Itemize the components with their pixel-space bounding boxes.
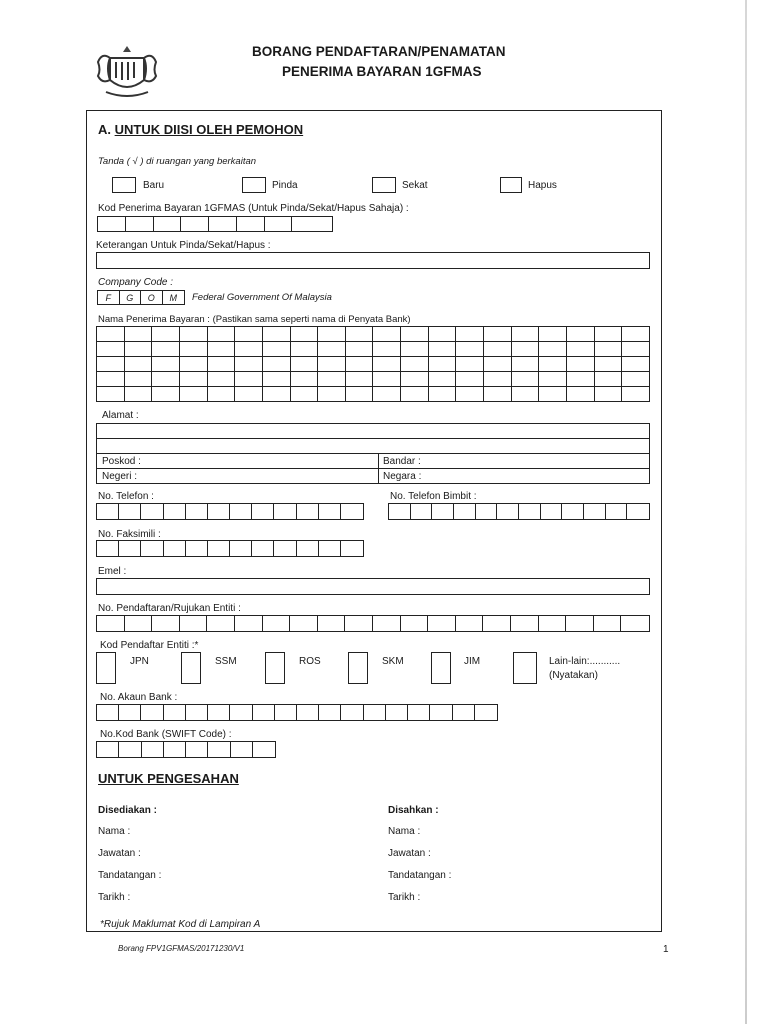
kod-pendaftar-label: Kod Pendaftar Entiti :* [100, 640, 199, 651]
emel-label: Emel : [98, 566, 127, 577]
alamat-line3[interactable] [96, 453, 650, 469]
akaun-cells[interactable] [96, 704, 498, 721]
alamat-label: Alamat : [102, 410, 139, 421]
checkbox-lain-lain[interactable] [513, 652, 537, 684]
telefon-bimbit-label: No. Telefon Bimbit : [390, 491, 477, 502]
negara-label: Negara : [383, 471, 422, 482]
alamat-line4[interactable] [96, 468, 650, 484]
tarikh-left-label: Tarikh : [98, 892, 131, 903]
tandatangan-left-label: Tandatangan : [98, 870, 162, 881]
pendaftaran-cells[interactable] [96, 615, 650, 632]
company-code-letter: O [141, 291, 163, 304]
page-number: 1 [663, 944, 669, 955]
nama-left-label: Nama : [98, 826, 131, 837]
kod-penerima-label: Kod Penerima Bayaran 1GFMAS (Untuk Pinda/Sekat/Hapus Sahaja) : [98, 203, 409, 214]
swift-label: No.Kod Bank (SWIFT Code) : [100, 729, 232, 740]
checkbox-baru[interactable] [112, 177, 136, 193]
company-code-letter: M [169, 292, 177, 303]
checkbox-jpn[interactable] [96, 652, 116, 684]
tarikh-right-label: Tarikh : [388, 892, 421, 903]
label-skm: SKM [382, 656, 404, 667]
label-sekat: Sekat [402, 180, 428, 191]
company-code-label: Company Code : [98, 277, 174, 288]
label-ssm: SSM [215, 656, 237, 667]
bandar-label: Bandar : [383, 456, 421, 467]
label-jpn: JPN [130, 656, 149, 667]
nama-penerima-grid[interactable] [96, 326, 650, 402]
label-nyatakan: (Nyatakan) [549, 670, 598, 681]
alamat-line1[interactable] [96, 423, 650, 439]
pengesahan-heading: UNTUK PENGESAHAN [98, 771, 239, 786]
faksimili-cells[interactable] [96, 540, 364, 557]
company-code-cells [97, 290, 185, 305]
disediakan-label: Disediakan : [98, 805, 157, 816]
malaysia-crest-icon [92, 42, 162, 104]
telefon-bimbit-cells[interactable] [388, 503, 650, 520]
faksimili-label: No. Faksimili : [98, 529, 161, 540]
company-code-letter: F [98, 291, 120, 304]
negeri-label: Negeri : [102, 471, 138, 482]
label-jim: JIM [464, 656, 481, 667]
telefon-label: No. Telefon : [98, 491, 154, 502]
akaun-label: No. Akaun Bank : [100, 692, 178, 703]
checkbox-pinda[interactable] [242, 177, 266, 193]
nama-penerima-label: Nama Penerima Bayaran : (Pastikan sama seperti nama di Penyata Bank) [98, 314, 411, 325]
checkbox-sekat[interactable] [372, 177, 396, 193]
jawatan-right-label: Jawatan : [388, 848, 431, 859]
company-name: Federal Government Of Malaysia [192, 292, 332, 303]
label-lain-lain: Lain-lain:........... [549, 656, 621, 667]
form-frame [86, 110, 662, 932]
disahkan-label: Disahkan : [388, 805, 439, 816]
pendaftaran-label: No. Pendaftaran/Rujukan Entiti : [98, 603, 241, 614]
label-baru: Baru [143, 180, 165, 191]
form-title-line2: PENERIMA BAYARAN 1GFMAS [282, 64, 482, 79]
section-a-heading: A. UNTUK DIISI OLEH PEMOHON [98, 122, 304, 137]
alamat-line2[interactable] [96, 438, 650, 454]
scan-edge [745, 0, 747, 1024]
jawatan-left-label: Jawatan : [98, 848, 141, 859]
form-code: Borang FPV1GFMAS/20171230/V1 [118, 944, 245, 953]
keterangan-label: Keterangan Untuk Pinda/Sekat/Hapus : [96, 240, 271, 251]
company-code-letter: G [120, 291, 142, 304]
checkbox-skm[interactable] [348, 652, 368, 684]
checkbox-hapus[interactable] [500, 177, 522, 193]
label-ros: ROS [299, 656, 321, 667]
label-hapus: Hapus [528, 180, 557, 191]
checkbox-jim[interactable] [431, 652, 451, 684]
emel-field[interactable] [96, 578, 650, 595]
telefon-cells[interactable] [96, 503, 364, 520]
swift-cells[interactable] [96, 741, 276, 758]
nama-right-label: Nama : [388, 826, 421, 837]
instruction-text: Tanda ( √ ) di ruangan yang berkaitan [98, 156, 257, 167]
checkbox-ssm[interactable] [181, 652, 201, 684]
form-title-line1: BORANG PENDAFTARAN/PENAMATAN [252, 44, 506, 59]
checkbox-ros[interactable] [265, 652, 285, 684]
kod-penerima-cells[interactable] [97, 216, 333, 232]
alamat-divider [378, 453, 379, 484]
footnote: *Rujuk Maklumat Kod di Lampiran A [100, 919, 261, 930]
tandatangan-right-label: Tandatangan : [388, 870, 452, 881]
poskod-label: Poskod : [102, 456, 141, 467]
keterangan-field[interactable] [96, 252, 650, 269]
label-pinda: Pinda [272, 180, 298, 191]
